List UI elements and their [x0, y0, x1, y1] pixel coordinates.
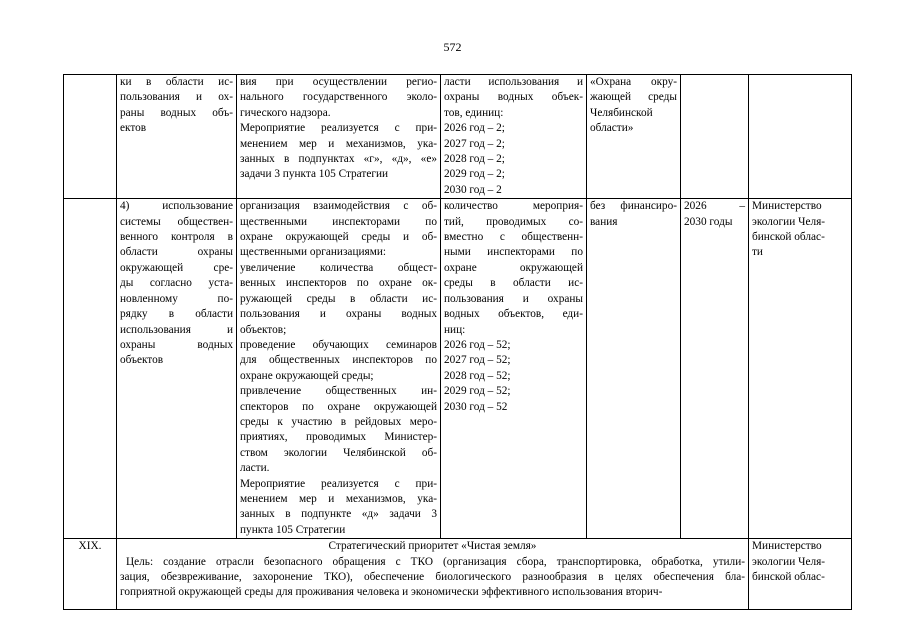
text-line: Министерство [752, 200, 822, 213]
text-line: занных в подпункте «д» задачи 3 [240, 508, 437, 521]
text-line: 2027 год – 2; [444, 137, 505, 150]
text-line: Мероприятие реализуется с при- [240, 122, 437, 135]
table-row [64, 75, 852, 199]
text-line: 2030 год – 52 [444, 400, 508, 413]
text-line: объектов [120, 354, 164, 367]
task-cell [117, 199, 237, 539]
text-line: задачи 3 пункта 105 Стратегии [240, 168, 389, 181]
text-line: 2026 год – 2; [444, 122, 505, 135]
page-number: 572 [443, 40, 462, 54]
text-line: Мероприятие реализуется с при- [240, 477, 437, 490]
text-line: 2029 год – 52; [444, 385, 511, 398]
text-line: тий, проводимых со- [444, 215, 583, 228]
text-line: использования и [120, 323, 233, 336]
text-line: 2028 год – 2; [444, 153, 505, 166]
text-line: среды к участию в рейдовых меро- [240, 415, 437, 428]
text-line: пункта 105 Стратегии [240, 523, 346, 536]
text-line: 2026 – [684, 200, 745, 213]
financing-cell [587, 75, 681, 199]
text-line: 2030 год – 2 [444, 183, 502, 196]
text-line: раны водных объ- [120, 106, 233, 119]
text-line: охраны водных объек- [444, 91, 583, 104]
period-cell [681, 199, 749, 539]
text-line: экологии Челя- [752, 215, 826, 228]
section-number: XIX. [64, 539, 117, 610]
document-table [63, 74, 852, 610]
responsible-cell [749, 75, 852, 199]
text-line: 2026 год – 52; [444, 338, 511, 351]
text-line: ными инспекторами по [444, 246, 583, 259]
text-line: системы обществен- [120, 215, 233, 228]
responsible-cell [749, 539, 852, 610]
task-cell [117, 75, 237, 199]
text-line: вания [590, 215, 618, 228]
text-line: вия при осуществлении регио- [240, 76, 437, 88]
measure-cell [237, 199, 441, 539]
text-line: бинской облас- [752, 571, 825, 583]
text-line: без финансиро- [590, 200, 677, 213]
text-line: ки в области ис- [120, 76, 233, 88]
text-line: спекторов по охране окружающей [240, 400, 437, 413]
text-line: 2027 год – 52; [444, 354, 511, 367]
text-line: вместно с общественн- [444, 231, 583, 244]
text-line: венных инспекторов по охране ок- [240, 277, 437, 290]
text-line: нального государственного эколо- [240, 91, 437, 104]
text-line: рядку в области [120, 308, 233, 321]
text-line: бинской облас- [752, 231, 825, 244]
text-line: занных в подпунктах «г», «д», «е» [240, 153, 437, 166]
text-line: ти [752, 246, 763, 259]
measure-cell [237, 75, 441, 199]
text-line: 4) использование [120, 200, 233, 213]
section-goal [120, 555, 745, 601]
text-line: увеличение количества общест- [240, 261, 437, 274]
text-line: 2028 год – 52; [444, 369, 511, 382]
text-line: щественными организациями: [240, 246, 387, 259]
text-line: ды согласно уста- [120, 277, 233, 290]
text-line: зация, обезвреживание, захоронение ТКО), обеспечение биологического разнообразия в целях обеспечения бла- [120, 571, 745, 583]
text-line: количество мероприя- [444, 200, 583, 213]
indicator-cell [441, 75, 587, 199]
text-line: для общественных инспекторов по [240, 354, 437, 367]
text-line: 2029 год – 2; [444, 168, 505, 181]
text-line: «Охрана окру- [590, 76, 677, 88]
text-line: окружающей сре- [120, 261, 233, 274]
row-number-cell [64, 75, 117, 199]
text-line: 2030 годы [684, 215, 733, 228]
text-line: ружающей среды в области ис- [240, 292, 437, 305]
text-line: пользования и охраны [444, 292, 583, 305]
text-line: Цель: создание отрасли безопасного обращения с ТКО (организация сбора, транспортировка, обработка, утили- [126, 555, 745, 568]
text-line: тов, единиц: [444, 106, 504, 119]
text-line: охране окружающей среды и об- [240, 231, 437, 244]
text-line: менением мер и механизмов, ука- [240, 492, 437, 505]
text-line: Министерство [752, 540, 822, 553]
text-line: пользования и ох- [120, 91, 233, 104]
text-line: ласти использования и [444, 76, 583, 88]
text-line: среды в области ис- [444, 277, 583, 290]
text-line: охраны водных [120, 338, 233, 351]
text-line: ниц: [444, 323, 466, 336]
text-line: гического надзора. [240, 106, 331, 119]
text-line: области охраны [120, 246, 233, 259]
indicator-cell [441, 199, 587, 539]
text-line: венного контроля в [120, 231, 233, 244]
text-line: приятиях, проводимых Министер- [240, 431, 437, 444]
row-number-cell [64, 199, 117, 539]
text-line: новленному по- [120, 292, 233, 305]
text-line: менением мер и механизмов, ука- [240, 137, 437, 150]
text-line: организация взаимодействия с об- [240, 200, 437, 213]
text-line: экологии Челя- [752, 555, 826, 568]
text-line: ектов [120, 122, 147, 135]
text-line: охране окружающей [444, 261, 583, 274]
financing-cell [587, 199, 681, 539]
text-line: объектов; [240, 323, 287, 336]
text-line: области» [590, 122, 634, 135]
period-cell [681, 75, 749, 199]
text-line: охране окружающей среды; [240, 369, 374, 382]
text-line: водных объектов, еди- [444, 308, 583, 321]
section-cell [117, 539, 749, 610]
table-row [64, 199, 852, 539]
text-line: пользования и охраны водных [240, 308, 437, 321]
section-title: Стратегический приоритет «Чистая земля» [328, 540, 537, 553]
responsible-cell [749, 199, 852, 539]
text-line: гоприятной окружающей среды для проживания человека и экономически эффективного использования вторич- [120, 586, 663, 599]
text-line: ласти. [240, 462, 270, 475]
text-line: щественными инспекторами по [240, 215, 437, 228]
table-row [64, 539, 852, 610]
text-line: проведение обучающих семинаров [240, 338, 437, 351]
text-line: жающей среды [590, 91, 677, 104]
text-line: ством экологии Челябинской об- [240, 446, 437, 459]
text-line: Челябинской [590, 106, 653, 119]
text-line: привлечение общественных ин- [240, 385, 437, 398]
